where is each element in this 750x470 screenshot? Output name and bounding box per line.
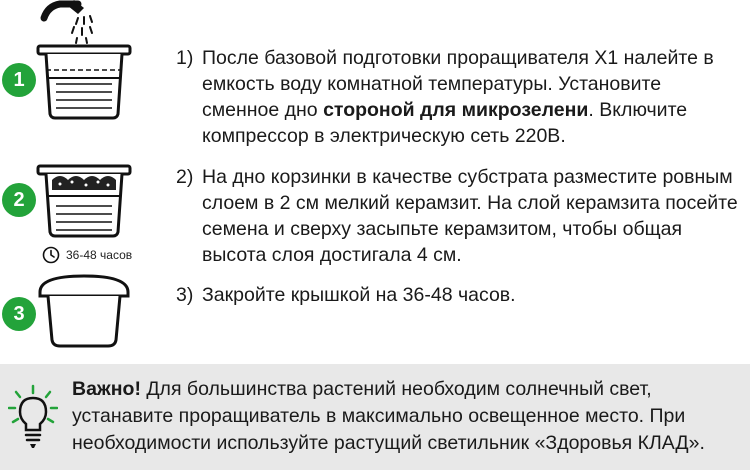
important-note: [0, 364, 750, 470]
timer: [42, 246, 132, 264]
step-2-badge: 2: [2, 183, 36, 217]
step-1-badge: 1: [2, 63, 36, 97]
step-text: На дно корзинки в качестве субстрата разместите ровным слоем в 2 см мелкий керамзит. На слой керамзита посейте семена и сверху засыпьте керамзитом, чтобы общая высота слоя достигала 4 см.: [202, 166, 738, 266]
clock-icon: [42, 246, 60, 264]
step-bold-text: стороной для микрозелени: [323, 99, 589, 121]
faucet-icon: [44, 0, 92, 43]
step-text: Закройте крышкой на 36-48 часов.: [202, 284, 516, 306]
step-text: После базовой подготовки проращивателя Х1 налейте в емкость воду комнатной температуры. Установите сменное дно стороной для микрозелени. Включите компрессор в электрическую сеть 220В.: [202, 47, 714, 147]
note-text: Важно! Для большинства растений необходим солнечный свет, устанавите проращиватель в максимально освещенное место. При необходимости используйте растущий светильник «Здоровья КЛАД».: [72, 378, 705, 454]
container-with-water-illustration: [38, 46, 130, 118]
step-2: [176, 164, 741, 268]
lightbulb-icon: [8, 384, 58, 454]
step-3: [176, 282, 741, 308]
container-with-substrate-illustration: [38, 166, 130, 236]
container-with-lid-illustration: [40, 276, 128, 346]
step-number: 1): [176, 47, 194, 69]
step-1: [176, 45, 741, 149]
step-number: 2): [176, 166, 194, 188]
step-3-badge: 3: [2, 297, 36, 331]
step-number: 3): [176, 284, 194, 306]
note-bold: Важно!: [72, 378, 141, 400]
timer-label: 36-48 часов: [66, 248, 133, 262]
